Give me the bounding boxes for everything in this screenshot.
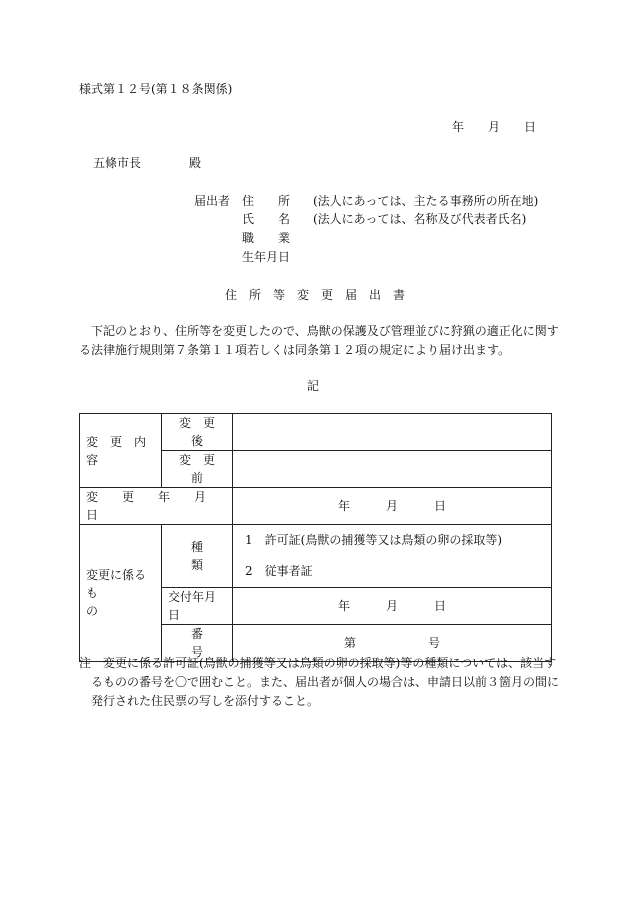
- date-line: 年 月 日: [452, 120, 537, 134]
- before-label: 変 更 前: [162, 451, 233, 488]
- note-line1: 注 変更に係る許可証(鳥獣の捕獲等又は鳥類の卵の採取等)等の種類については、該当す: [79, 656, 557, 670]
- addressee: 五條市長 殿: [93, 156, 202, 170]
- applicant-address-label: 住 所: [242, 194, 291, 208]
- applicant-occupation-label: 職 業: [242, 231, 291, 245]
- issue-date-value[interactable]: 年 月 日: [233, 588, 552, 625]
- applicant-name-note: (法人にあっては、名称及び代表者氏名): [313, 212, 527, 226]
- change-content-label: 変 更 内 容: [80, 414, 162, 488]
- related-item-label-line1: 変更に係るも: [86, 568, 147, 601]
- related-item-label-line2: の: [86, 604, 99, 619]
- ki-heading: 記: [307, 379, 320, 393]
- note-line2: るものの番号を〇で囲むこと。また、届出者が個人の場合は、申請日以前３箇月の間に: [79, 675, 560, 689]
- type-options[interactable]: [233, 525, 552, 588]
- number-label: 番 号: [162, 625, 233, 662]
- body-text-line1: 下記のとおり、住所等を変更したので、鳥獣の保護及び管理並びに狩猟の適正化に関す: [79, 324, 559, 338]
- form-number: 様式第１２号(第１８条関係): [79, 82, 233, 96]
- document-title: 住 所 等 変 更 届 出 書: [225, 288, 406, 302]
- applicant-label: 届出者: [194, 194, 231, 208]
- issue-date-label: 交付年月日: [162, 588, 233, 625]
- change-table: [79, 413, 552, 662]
- before-value[interactable]: [233, 451, 552, 488]
- change-date-label: 変 更 年 月 日: [80, 488, 233, 525]
- type-option-permit: 1 許可証(鳥獣の捕獲等又は鳥類の卵の採取等): [245, 533, 502, 547]
- after-value[interactable]: [233, 414, 552, 451]
- related-item-label: [80, 525, 162, 662]
- type-label: 種 類: [162, 525, 233, 588]
- applicant-address-note: (法人にあっては、主たる事務所の所在地): [313, 194, 539, 208]
- type-option-assistant: 2 従事者証: [245, 564, 313, 579]
- change-date-value[interactable]: 年 月 日: [233, 488, 552, 525]
- applicant-birthdate-label: 生年月日: [242, 250, 291, 264]
- after-label: 変 更 後: [162, 414, 233, 451]
- number-value[interactable]: 第 号: [233, 625, 552, 662]
- body-text-line2: る法律施行規則第７条第１１項若しくは同条第１２項の規定により届け出ます。: [79, 343, 511, 357]
- applicant-name-label: 氏 名: [242, 212, 291, 226]
- note-line3: 発行された住民票の写しを添付すること。: [79, 694, 320, 708]
